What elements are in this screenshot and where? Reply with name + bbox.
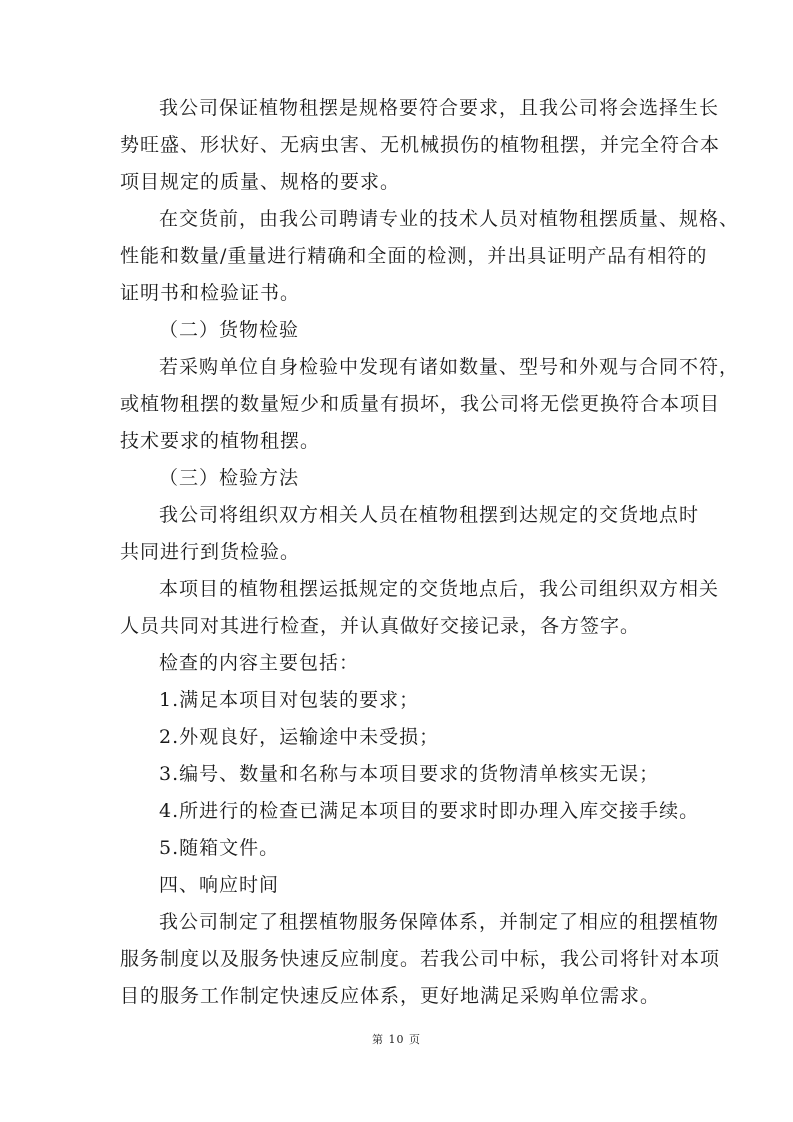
paragraph-3-line-2: 或植物租摆的数量短少和质量有损坏，我公司将无偿更换符合本项目: [120, 393, 721, 415]
list-item-4: 4.所进行的检查已满足本项目的要求时即办理入库交接手续。: [159, 800, 700, 822]
list-item-2: 2.外观良好，运输途中未受损；: [159, 726, 440, 748]
paragraph-2-line-1: 在交货前，由我公司聘请专业的技术人员对植物租摆质量、规格、: [159, 208, 740, 230]
section-heading-response-time: 四、响应时间: [159, 874, 280, 896]
paragraph-5-line-2: 人员共同对其进行检查，并认真做好交接记录，各方签字。: [120, 615, 641, 637]
section-heading-goods-inspection: （二）货物检验: [159, 319, 300, 341]
page-number: 第 10 页: [372, 1033, 421, 1046]
paragraph-3-line-3: 技术要求的植物租摆。: [120, 430, 321, 452]
paragraph-6-line-3: 目的服务工作制定快速反应体系，更好地满足采购单位需求。: [120, 985, 661, 1007]
paragraph-6-line-2: 服务制度以及服务快速反应制度。若我公司中标，我公司将针对本项: [120, 948, 721, 970]
paragraph-6-line-1: 我公司制定了租摆植物服务保障体系，并制定了相应的租摆植物: [159, 911, 720, 933]
paragraph-4-line-2: 共同进行到货检验。: [120, 541, 301, 563]
paragraph-1-line-1: 我公司保证植物租摆是规格要符合要求，且我公司将会选择生长: [159, 97, 720, 119]
paragraph-1-line-3: 项目规定的质量、规格的要求。: [120, 171, 401, 193]
inspection-contents-intro: 检查的内容主要包括：: [159, 652, 360, 674]
paragraph-4-line-1: 我公司将组织双方相关人员在植物租摆到达规定的交货地点时: [159, 504, 700, 526]
paragraph-2-line-2: 性能和数量/重量进行精确和全面的检测，并出具证明产品有相符的: [120, 245, 708, 267]
section-heading-inspection-method: （三）检验方法: [159, 467, 300, 489]
list-item-1: 1.满足本项目对包装的要求；: [159, 689, 420, 711]
paragraph-3-line-1: 若采购单位自身检验中发现有诸如数量、型号和外观与合同不符，: [159, 356, 740, 378]
paragraph-2-line-3: 证明书和检验证书。: [120, 282, 301, 304]
list-item-3: 3.编号、数量和名称与本项目要求的货物清单核实无误；: [159, 763, 660, 785]
paragraph-1-line-2: 势旺盛、形状好、无病虫害、无机械损伤的植物租摆，并完全符合本: [120, 134, 721, 156]
paragraph-5-line-1: 本项目的植物租摆运抵规定的交货地点后，我公司组织双方相关: [159, 578, 720, 600]
list-item-5: 5.随箱文件。: [159, 837, 280, 859]
